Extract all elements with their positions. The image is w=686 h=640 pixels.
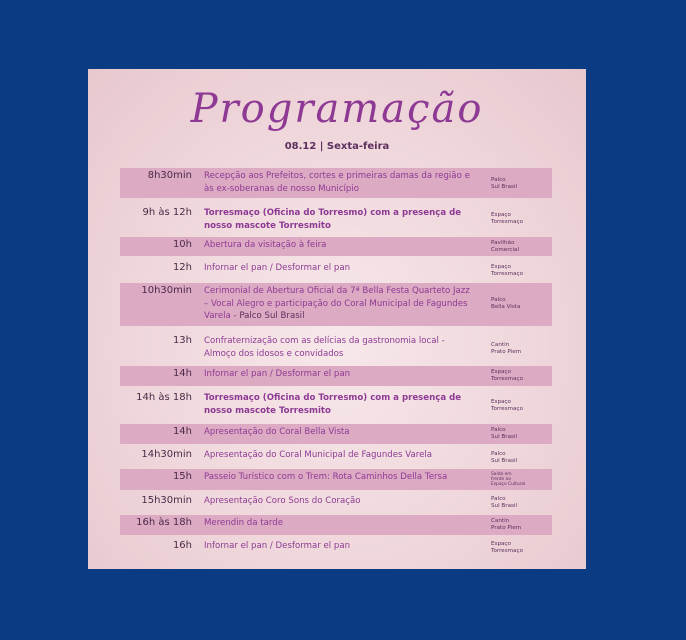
schedule-row [120,469,552,490]
schedule-time: 9h às 12h [142,207,192,218]
schedule-venue: Saída em frente ao Espaço Cultural [491,472,526,487]
schedule-row [120,366,552,386]
schedule-venue: Palco Sul Brasil [491,427,518,440]
schedule-time: 12h [172,262,192,273]
schedule-venue: Palco Sul Brasil [491,496,518,509]
schedule-event: Torresmaço (Oficina do Torresmo) com a presença de nosso mascote Torresmito [204,393,462,416]
schedule-venue: Palco Sul Brasil [491,451,518,464]
schedule-venue: Espaço Torresmaço [491,541,523,554]
schedule-row [120,205,552,233]
schedule-event: Passeio Turístico com o Trem: Rota Caminhos Della Tersa [204,472,448,482]
schedule-venue: Espaço Torresmaço [491,399,523,412]
schedule-event: Torresmaço (Oficina do Torresmo) com a presença de nosso mascote Torresmito [204,208,462,231]
schedule-row [120,237,552,256]
schedule-row [120,515,552,535]
schedule-row [120,283,552,326]
schedule-venue: Cantin Prato Piem [491,518,522,531]
schedule-row [120,390,552,420]
schedule-venue: Palco Sul Brasil [491,177,518,190]
program-title: Programação [190,86,484,132]
schedule-time: 10h [172,239,192,250]
schedule-time: 15h30min [141,495,192,506]
schedule-row [120,260,552,282]
schedule-event: Confraternização com as delícias da gastronomia local - Almoço dos idosos e convidados [204,336,445,359]
schedule-event: Apresentação do Coral Municipal de Fagundes Varela [204,450,433,460]
schedule-time: 14h [172,368,192,379]
schedule-venue: Espaço Torresmaço [491,369,523,382]
schedule-row [120,538,552,560]
schedule-row [120,333,552,363]
schedule-event: Cerimonial de Abertura Oficial da 7ª Bella Festa Quarteto Jazz – Vocal Alegro e participação do Coral Municipal de Fagundes Varela - Palco Sul Brasil [204,286,470,321]
schedule-event: Apresentação do Coral Bella Vista [204,427,350,437]
schedule-row [120,493,552,513]
schedule-venue: Espaço Torresmaço [491,212,523,225]
schedule-time: 14h às 18h [136,392,192,403]
schedule-event: Infornar el pan / Desformar el pan [204,541,351,551]
schedule-event: Merendin da tarde [204,518,284,528]
schedule-event: Abertura da visitação à feira [204,240,327,250]
schedule-row [120,447,552,468]
schedule-venue: Pavilhão Comercial [491,240,520,253]
schedule-event: Infornar el pan / Desformar el pan [204,263,351,273]
schedule-time: 10h30min [141,285,192,296]
schedule-event: Infornar el pan / Desformar el pan [204,369,351,379]
schedule-event: Recepção aos Prefeitos, cortes e primeiras damas da região e às ex-soberanas de nosso Município [204,171,470,194]
schedule-event-place: Palco Sul Brasil [239,311,305,321]
schedule-row [120,424,552,444]
schedule-time: 8h30min [147,170,192,181]
schedule-row [120,168,552,198]
schedule-time: 16h [172,540,192,551]
program-date: 08.12 | Sexta-feira [284,141,390,152]
schedule-time: 13h [172,335,192,346]
schedule-time: 16h às 18h [136,517,192,528]
program-poster [88,69,586,569]
schedule-time: 15h [172,471,192,482]
schedule-time: 14h [172,426,192,437]
schedule-venue: Cantin Prato Piem [491,342,522,355]
schedule-venue: Espaço Torresmaço [491,264,523,277]
schedule-venue: Palco Bella Vista [491,297,521,310]
schedule-time: 14h30min [141,449,192,460]
schedule-event: Apresentação Coro Sons do Coração [204,496,361,506]
